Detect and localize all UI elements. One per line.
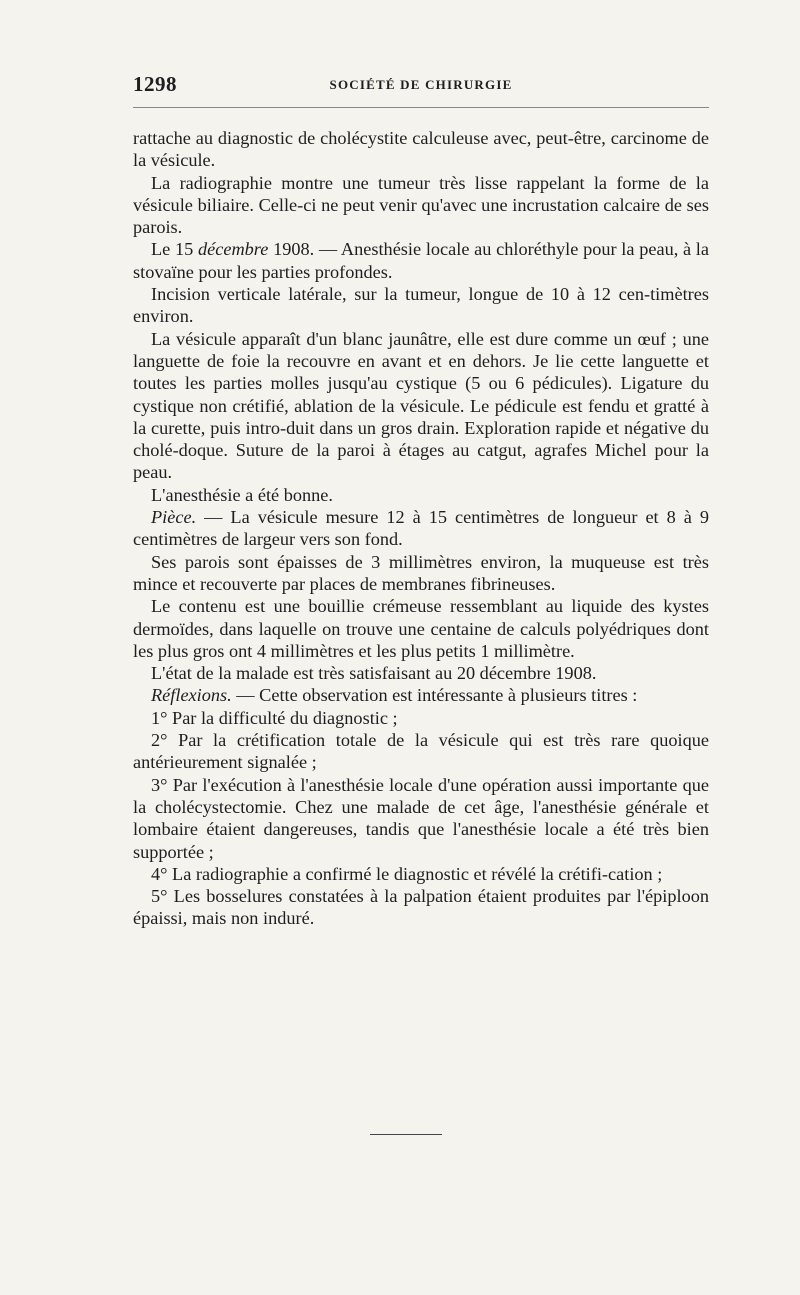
page-number: 1298 xyxy=(133,72,177,96)
header-rule xyxy=(133,107,709,108)
list-item-3: 3° Par l'exécution à l'anesthésie locale d'une opération aussi importante que la cholécystectomie. Chez une malade de cet âge, l'anesthésie générale et lombaire étaient dangereuses, tandis que l'anesthésie locale a été très bien supportée ; xyxy=(133,774,709,862)
list-item-2: 2° Par la crétification totale de la vésicule qui est très rare quoique antérieurement signalée ; xyxy=(133,730,709,773)
paragraph-continuation: rattache au diagnostic de cholécystite calculeuse avec, peut-être, carcinome de la vésicule. xyxy=(133,128,709,171)
list-item-1: 1° Par la difficulté du diagnostic ; xyxy=(151,707,398,728)
section-end-rule xyxy=(370,1134,442,1135)
paragraph-date-anesthesia: Le 15 décembre 1908. — Anesthésie locale au chloréthyle pour la peau, à la stovaïne pour les parties profondes. xyxy=(133,239,710,282)
paragraph-radiography: La radiographie montre une tumeur très lisse rappelant la forme de la vésicule biliaire. Celle-ci ne peut venir qu'avec une incrustation calcaire de ses parois. xyxy=(133,172,709,238)
paragraph-contents: Le contenu est une bouillie crémeuse ressemblant au liquide des kystes dermoïdes, dans laquelle on trouve une centaine de calculs polyédriques dont les plus gros ont 4 millimètres et les plus petits 1 millimètre. xyxy=(133,596,709,661)
article-body xyxy=(133,127,709,930)
running-title: SOCIÉTÉ DE CHIRURGIE xyxy=(329,77,513,92)
paragraph-specimen: Pièce. — La vésicule mesure 12 à 15 centimètres de longueur et 8 à 9 centimètres de largeur vers son fond. xyxy=(133,507,709,550)
paragraph-vesicle: La vésicule apparaît d'un blanc jaunâtre, elle est dure comme un œuf ; une languette de foie la recouvre en avant et en dehors. Je lie cette languette et toutes les parties molles jusqu'au cystique (5 ou 6 pédicules). Ligature du cystique non crétifié, ablation de la vésicule. Le pédicule est fendu et gratté à la curette, puis intro-duit dans un gros drain. Exploration rapide et négative du cholé-doque. Suture de la paroi à étages au catgut, agrafes Michel pour la peau. xyxy=(133,328,709,483)
paragraph-condition: L'état de la malade est très satisfaisant au 20 décembre 1908. xyxy=(151,663,597,684)
paragraph-incision: Incision verticale latérale, sur la tumeur, longue de 10 à 12 cen-timètres environ. xyxy=(133,284,709,327)
paragraph-reflections: Réflexions. — Cette observation est intéressante à plusieurs titres : xyxy=(151,685,638,706)
page-header xyxy=(133,72,709,98)
list-item-5: 5° Les bosselures constatées à la palpation étaient produites par l'épiploon épaissi, mais non induré. xyxy=(133,886,709,929)
list-item-4: 4° La radiographie a confirmé le diagnostic et révélé la crétifi-cation ; xyxy=(151,863,663,884)
paragraph-walls: Ses parois sont épaisses de 3 millimètres environ, la muqueuse est très mince et recouverte par places de membranes fibrineuses. xyxy=(133,551,709,594)
paragraph-anesthesia-result: L'anesthésie a été bonne. xyxy=(151,484,333,505)
